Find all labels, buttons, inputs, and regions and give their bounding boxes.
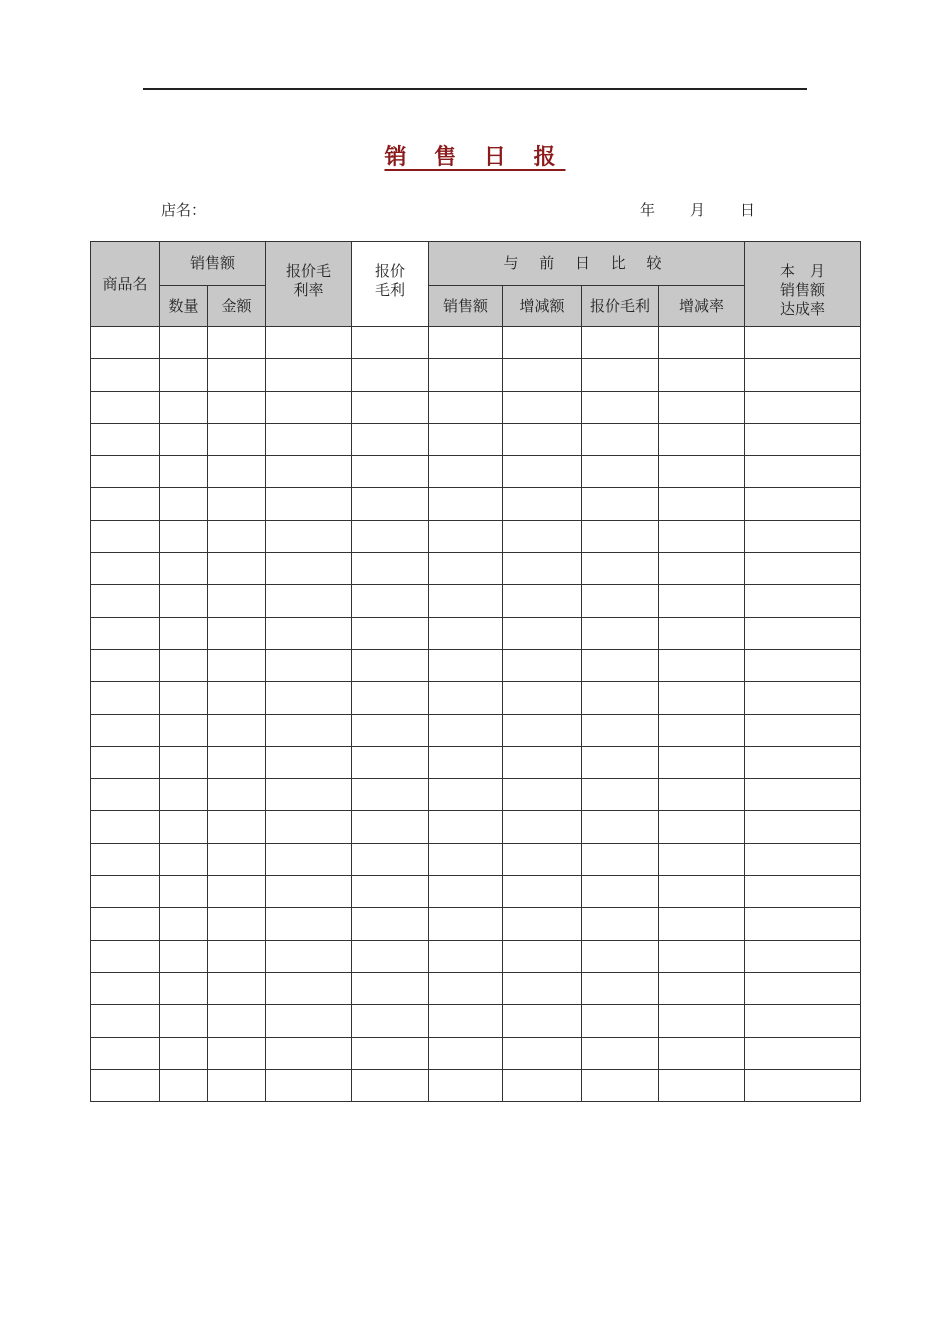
table-cell[interactable] (160, 1005, 208, 1037)
table-cell[interactable] (266, 359, 352, 391)
table-cell[interactable] (352, 520, 429, 552)
table-row (91, 1037, 861, 1069)
table-cell[interactable] (160, 617, 208, 649)
table-cell[interactable] (352, 746, 429, 778)
table-row (91, 876, 861, 908)
table-cell[interactable] (91, 1069, 160, 1101)
table-cell[interactable] (352, 1069, 429, 1101)
table-cell[interactable] (503, 972, 582, 1004)
table-cell[interactable] (745, 1005, 861, 1037)
table-cell[interactable] (659, 488, 745, 520)
table-cell[interactable] (208, 1069, 266, 1101)
table-row (91, 908, 861, 940)
table-cell[interactable] (208, 746, 266, 778)
header-cmp-sales: 销售额 (429, 286, 503, 327)
table-cell[interactable] (160, 746, 208, 778)
table-cell[interactable] (91, 843, 160, 875)
table-cell[interactable] (429, 456, 503, 488)
table-row (91, 391, 861, 423)
table-cell[interactable] (429, 391, 503, 423)
table-cell[interactable] (208, 972, 266, 1004)
header-compare-prev-day (429, 242, 745, 286)
month-label: 月 (690, 201, 706, 219)
table-row (91, 1069, 861, 1101)
table-cell[interactable] (503, 520, 582, 552)
table-cell[interactable] (429, 1037, 503, 1069)
table-cell[interactable] (503, 876, 582, 908)
table-cell[interactable] (659, 649, 745, 681)
table-cell[interactable] (352, 1037, 429, 1069)
table-cell[interactable] (745, 553, 861, 585)
table-cell[interactable] (208, 359, 266, 391)
table-cell[interactable] (745, 843, 861, 875)
table-cell[interactable] (503, 327, 582, 359)
table-cell[interactable] (208, 714, 266, 746)
table-row (91, 940, 861, 972)
table-cell[interactable] (582, 649, 659, 681)
header-cmp-change-amount: 增减额 (503, 286, 582, 327)
table-cell[interactable] (266, 746, 352, 778)
table-row (91, 779, 861, 811)
table-cell[interactable] (208, 553, 266, 585)
header-quote-margin-rate-line2: 利率 (293, 281, 324, 299)
table-cell[interactable] (659, 908, 745, 940)
table-cell[interactable] (266, 908, 352, 940)
table-cell[interactable] (745, 908, 861, 940)
table-cell[interactable] (429, 520, 503, 552)
table-cell[interactable] (745, 391, 861, 423)
table-cell[interactable] (352, 714, 429, 746)
table-cell[interactable] (582, 423, 659, 455)
table-cell[interactable] (429, 1069, 503, 1101)
table-cell[interactable] (745, 714, 861, 746)
table-cell[interactable] (659, 585, 745, 617)
table-cell[interactable] (745, 1069, 861, 1101)
table-cell[interactable] (266, 972, 352, 1004)
table-cell[interactable] (91, 1005, 160, 1037)
table-cell[interactable] (582, 908, 659, 940)
table-cell[interactable] (429, 359, 503, 391)
header-qty: 数量 (160, 286, 208, 327)
header-quote-margin-line2: 毛利 (375, 281, 406, 299)
table-cell[interactable] (503, 391, 582, 423)
table-cell[interactable] (208, 811, 266, 843)
table-cell[interactable] (503, 649, 582, 681)
table-cell[interactable] (352, 940, 429, 972)
table-row (91, 423, 861, 455)
table-cell[interactable] (429, 779, 503, 811)
header-month-line1: 本 月 (780, 262, 826, 280)
table-cell[interactable] (266, 682, 352, 714)
day-label: 日 (740, 201, 756, 219)
table-cell[interactable] (160, 585, 208, 617)
table-cell[interactable] (429, 714, 503, 746)
table-cell[interactable] (160, 488, 208, 520)
table-cell[interactable] (208, 940, 266, 972)
table-cell[interactable] (352, 456, 429, 488)
table-cell[interactable] (266, 327, 352, 359)
table-cell[interactable] (429, 908, 503, 940)
table-cell[interactable] (352, 391, 429, 423)
table-cell[interactable] (745, 972, 861, 1004)
header-cmp-quote-margin: 报价毛利 (582, 286, 659, 327)
table-cell[interactable] (266, 714, 352, 746)
table-cell[interactable] (659, 456, 745, 488)
table-cell[interactable] (659, 359, 745, 391)
table-cell[interactable] (582, 456, 659, 488)
table-cell[interactable] (429, 843, 503, 875)
table-cell[interactable] (429, 617, 503, 649)
table-cell[interactable] (160, 876, 208, 908)
table-cell[interactable] (352, 972, 429, 1004)
table-row (91, 359, 861, 391)
table-cell[interactable] (160, 359, 208, 391)
table-cell[interactable] (266, 779, 352, 811)
table-cell[interactable] (745, 585, 861, 617)
table-cell[interactable] (91, 682, 160, 714)
table-cell[interactable] (160, 391, 208, 423)
table-cell[interactable] (91, 972, 160, 1004)
header-quote-margin-rate-line1: 报价毛 (286, 262, 332, 280)
table-cell[interactable] (659, 779, 745, 811)
table-cell[interactable] (352, 908, 429, 940)
header-cmp-change-rate: 增减率 (659, 286, 745, 327)
table-cell[interactable] (745, 617, 861, 649)
table-cell[interactable] (91, 714, 160, 746)
table-row (91, 746, 861, 778)
table-cell[interactable] (266, 811, 352, 843)
table-cell[interactable] (582, 617, 659, 649)
table-cell[interactable] (503, 585, 582, 617)
table-cell[interactable] (352, 423, 429, 455)
header-quote-margin-line1: 报价 (375, 262, 406, 280)
table-cell[interactable] (160, 972, 208, 1004)
table-cell[interactable] (160, 682, 208, 714)
table-cell[interactable] (745, 488, 861, 520)
report-body (91, 327, 861, 1102)
table-cell[interactable] (160, 940, 208, 972)
table-cell[interactable] (160, 714, 208, 746)
table-row (91, 585, 861, 617)
table-cell[interactable] (91, 779, 160, 811)
table-cell[interactable] (745, 940, 861, 972)
table-cell[interactable] (352, 585, 429, 617)
table-cell[interactable] (266, 649, 352, 681)
table-row (91, 972, 861, 1004)
table-cell[interactable] (160, 779, 208, 811)
table-cell[interactable] (503, 682, 582, 714)
table-cell[interactable] (503, 779, 582, 811)
table-cell[interactable] (582, 327, 659, 359)
table-cell[interactable] (659, 553, 745, 585)
table-cell[interactable] (429, 940, 503, 972)
table-row (91, 1005, 861, 1037)
table-cell[interactable] (745, 456, 861, 488)
table-cell[interactable] (582, 359, 659, 391)
table-cell[interactable] (208, 649, 266, 681)
table-cell[interactable] (745, 327, 861, 359)
table-cell[interactable] (745, 649, 861, 681)
table-cell[interactable] (745, 1037, 861, 1069)
table-cell[interactable] (160, 553, 208, 585)
table-cell[interactable] (745, 746, 861, 778)
table-cell[interactable] (208, 1005, 266, 1037)
table-cell[interactable] (503, 1005, 582, 1037)
header-month-achievement (745, 242, 861, 327)
table-cell[interactable] (91, 391, 160, 423)
table-cell[interactable] (266, 553, 352, 585)
table-cell[interactable] (91, 908, 160, 940)
table-cell[interactable] (429, 649, 503, 681)
table-cell[interactable] (659, 940, 745, 972)
table-cell[interactable] (745, 359, 861, 391)
table-cell[interactable] (503, 456, 582, 488)
table-cell[interactable] (429, 488, 503, 520)
table-cell[interactable] (266, 423, 352, 455)
table-cell[interactable] (429, 585, 503, 617)
table-cell[interactable] (266, 585, 352, 617)
table-cell[interactable] (582, 940, 659, 972)
table-cell[interactable] (91, 359, 160, 391)
table-cell[interactable] (352, 617, 429, 649)
table-cell[interactable] (582, 746, 659, 778)
table-cell[interactable] (352, 327, 429, 359)
table-cell[interactable] (429, 553, 503, 585)
table-cell[interactable] (266, 617, 352, 649)
table-cell[interactable] (352, 843, 429, 875)
table-cell[interactable] (91, 617, 160, 649)
table-cell[interactable] (266, 1005, 352, 1037)
table-cell[interactable] (582, 488, 659, 520)
table-row (91, 843, 861, 875)
table-cell[interactable] (266, 1069, 352, 1101)
table-cell[interactable] (745, 423, 861, 455)
table-row (91, 714, 861, 746)
table-cell[interactable] (91, 746, 160, 778)
page-title: 销 售 日 报 (384, 144, 566, 170)
table-cell[interactable] (659, 520, 745, 552)
table-cell[interactable] (160, 649, 208, 681)
table-cell[interactable] (91, 876, 160, 908)
table-cell[interactable] (582, 585, 659, 617)
table-cell[interactable] (208, 617, 266, 649)
table-cell[interactable] (208, 327, 266, 359)
table-cell[interactable] (429, 327, 503, 359)
header-quote-margin-rate (266, 242, 352, 327)
table-cell[interactable] (429, 682, 503, 714)
table-cell[interactable] (659, 714, 745, 746)
table-cell[interactable] (582, 391, 659, 423)
table-cell[interactable] (352, 876, 429, 908)
table-cell[interactable] (208, 682, 266, 714)
table-cell[interactable] (659, 876, 745, 908)
table-cell[interactable] (91, 488, 160, 520)
header-month-line3: 达成率 (780, 300, 826, 318)
table-cell[interactable] (503, 1069, 582, 1101)
table-cell[interactable] (503, 488, 582, 520)
table-cell[interactable] (503, 553, 582, 585)
table-row (91, 553, 861, 585)
table-cell[interactable] (503, 714, 582, 746)
table-cell[interactable] (745, 682, 861, 714)
table-cell[interactable] (582, 811, 659, 843)
table-cell[interactable] (91, 327, 160, 359)
table-cell[interactable] (659, 972, 745, 1004)
table-cell[interactable] (352, 649, 429, 681)
table-cell[interactable] (582, 682, 659, 714)
table-cell[interactable] (160, 1037, 208, 1069)
table-cell[interactable] (503, 843, 582, 875)
table-cell[interactable] (503, 617, 582, 649)
table-cell[interactable] (659, 1005, 745, 1037)
table-row (91, 682, 861, 714)
table-cell[interactable] (745, 520, 861, 552)
table-cell[interactable] (503, 423, 582, 455)
table-cell[interactable] (745, 876, 861, 908)
table-cell[interactable] (160, 456, 208, 488)
table-cell[interactable] (582, 714, 659, 746)
year-label: 年 (640, 201, 656, 219)
table-cell[interactable] (659, 843, 745, 875)
table-cell[interactable] (160, 811, 208, 843)
table-cell[interactable] (582, 972, 659, 1004)
table-cell[interactable] (429, 1005, 503, 1037)
table-cell[interactable] (659, 1037, 745, 1069)
table-cell[interactable] (266, 456, 352, 488)
table-cell[interactable] (429, 811, 503, 843)
table-cell[interactable] (503, 746, 582, 778)
table-cell[interactable] (659, 1069, 745, 1101)
table-cell[interactable] (91, 940, 160, 972)
table-cell[interactable] (352, 779, 429, 811)
table-cell[interactable] (91, 456, 160, 488)
table-cell[interactable] (745, 811, 861, 843)
table-cell[interactable] (582, 553, 659, 585)
date-fields (640, 199, 755, 220)
table-cell[interactable] (208, 456, 266, 488)
table-cell[interactable] (208, 423, 266, 455)
table-row (91, 520, 861, 552)
sales-daily-report-table (90, 241, 861, 1102)
table-row (91, 327, 861, 359)
table-cell[interactable] (352, 682, 429, 714)
table-cell[interactable] (659, 423, 745, 455)
table-cell[interactable] (208, 843, 266, 875)
table-cell[interactable] (352, 359, 429, 391)
table-cell[interactable] (266, 1037, 352, 1069)
top-rule (143, 88, 807, 90)
header-amount: 金额 (208, 286, 266, 327)
table-cell[interactable] (503, 811, 582, 843)
table-cell[interactable] (266, 876, 352, 908)
table-cell[interactable] (352, 488, 429, 520)
table-row (91, 649, 861, 681)
table-cell[interactable] (266, 488, 352, 520)
table-row (91, 488, 861, 520)
table-cell[interactable] (352, 553, 429, 585)
table-cell[interactable] (91, 585, 160, 617)
table-cell[interactable] (160, 843, 208, 875)
table-cell[interactable] (503, 1037, 582, 1069)
table-cell[interactable] (91, 520, 160, 552)
table-cell[interactable] (659, 391, 745, 423)
header-month-line2: 销售额 (780, 281, 826, 299)
table-cell[interactable] (352, 811, 429, 843)
table-cell[interactable] (503, 359, 582, 391)
table-cell[interactable] (266, 520, 352, 552)
table-row (91, 456, 861, 488)
header-compare-prev-day-label: 与 前 日 比 较 (503, 254, 670, 272)
table-cell[interactable] (208, 488, 266, 520)
table-row (91, 811, 861, 843)
table-cell[interactable] (582, 1037, 659, 1069)
table-cell[interactable] (429, 746, 503, 778)
table-cell[interactable] (659, 746, 745, 778)
table-cell[interactable] (352, 1005, 429, 1037)
table-cell[interactable] (91, 1037, 160, 1069)
table-cell[interactable] (582, 876, 659, 908)
table-cell[interactable] (208, 1037, 266, 1069)
table-cell[interactable] (429, 972, 503, 1004)
table-cell[interactable] (208, 520, 266, 552)
table-cell[interactable] (208, 876, 266, 908)
table-cell[interactable] (745, 779, 861, 811)
table-cell[interactable] (208, 585, 266, 617)
header-quote-margin (352, 242, 429, 327)
table-cell[interactable] (266, 391, 352, 423)
table-cell[interactable] (659, 617, 745, 649)
store-name-label: 店名： (161, 201, 207, 219)
table-cell[interactable] (503, 940, 582, 972)
table-cell[interactable] (160, 908, 208, 940)
table-cell[interactable] (208, 908, 266, 940)
table-cell[interactable] (160, 1069, 208, 1101)
table-cell[interactable] (208, 779, 266, 811)
table-cell[interactable] (582, 843, 659, 875)
table-cell[interactable] (160, 327, 208, 359)
table-cell[interactable] (208, 391, 266, 423)
table-cell[interactable] (582, 779, 659, 811)
table-cell[interactable] (659, 682, 745, 714)
header-sales-amount: 销售额 (160, 242, 266, 286)
table-cell[interactable] (659, 327, 745, 359)
table-cell[interactable] (91, 649, 160, 681)
table-cell[interactable] (659, 811, 745, 843)
table-cell[interactable] (91, 553, 160, 585)
table-cell[interactable] (503, 908, 582, 940)
table-cell[interactable] (91, 423, 160, 455)
table-cell[interactable] (582, 520, 659, 552)
table-cell[interactable] (429, 876, 503, 908)
table-cell[interactable] (266, 843, 352, 875)
table-cell[interactable] (91, 811, 160, 843)
table-row (91, 617, 861, 649)
header-product: 商品名 (91, 242, 160, 327)
table-cell[interactable] (582, 1069, 659, 1101)
table-cell[interactable] (266, 940, 352, 972)
table-cell[interactable] (160, 423, 208, 455)
table-cell[interactable] (160, 520, 208, 552)
table-cell[interactable] (429, 423, 503, 455)
table-cell[interactable] (582, 1005, 659, 1037)
